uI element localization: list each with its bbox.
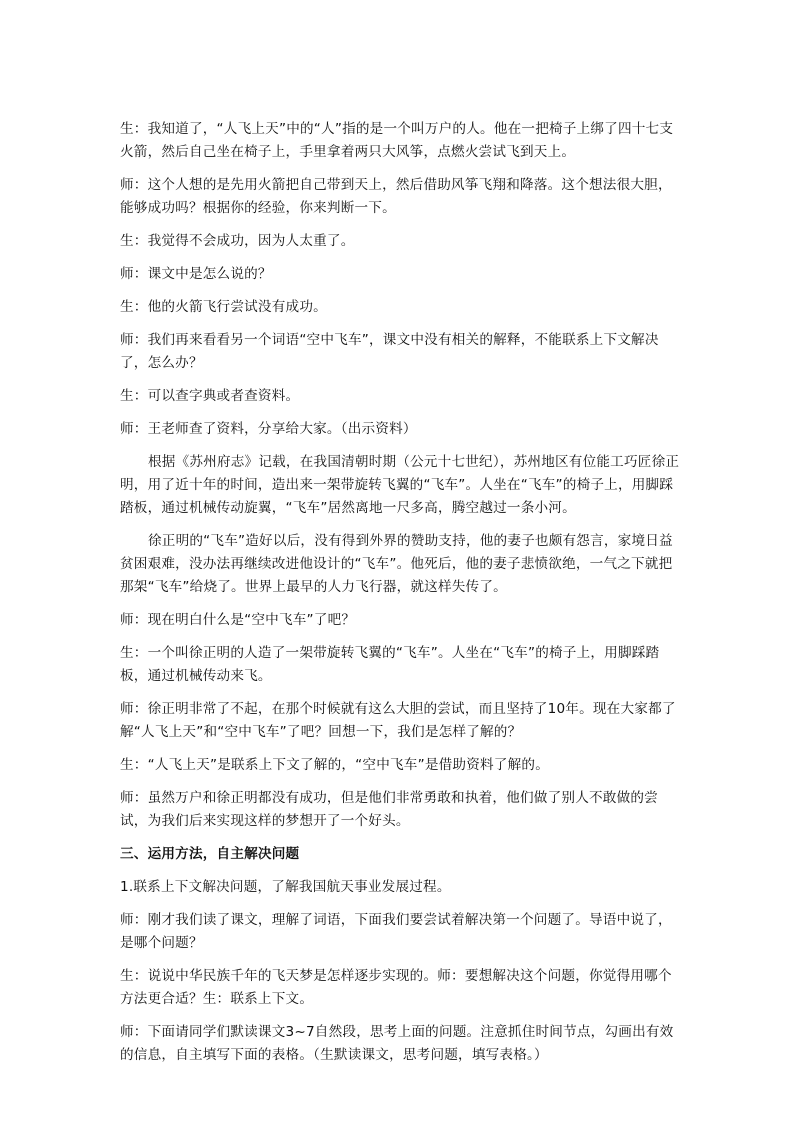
paragraph: 师：刚才我们读了课文，理解了词语，下面我们要尝试着解决第一个问题了。导语中说了，是哪个问题？ — [120, 912, 672, 951]
section-heading: 三、运用方法，自主解决问题 — [120, 846, 300, 862]
paragraph: 师：这个人想的是先用火箭把自己带到天上，然后借助风筝飞翔和降落。这个想法很大胆，能够成功吗？根据你的经验，你来判断一下。 — [120, 177, 672, 216]
paragraph: 生：我知道了，“人飞上天”中的“人”指的是一个叫万户的人。他在一把椅子上绑了四十七支火箭，然后自己坐在椅子上，手里拿着两只大风筝，点燃火尝试飞到天上。 — [120, 121, 674, 160]
quoted-material-paragraph: 徐正明的“飞车”造好以后，没有得到外界的赞助支持，他的妻子也颇有怨言，家境日益贫困艰难，没办法再继续改进他设计的“飞车”。他死后，他的妻子悲愤欲绝，一气之下就把那架“飞车”给烧了。世界上最早的人力飞行器，就这样失传了。 — [120, 533, 673, 595]
paragraph: 师：下面请同学们默读课文3~7自然段，思考上面的问题。注意抓住时间节点，勾画出有效的信息，自主填写下面的表格。（生默读课文，思考问题，填写表格。） — [120, 1024, 674, 1063]
paragraph: 生：一个叫徐正明的人造了一架带旋转飞翼的“飞车”。人坐在“飞车”的椅子上，用脚踩踏板，通过机械传动来飞。 — [120, 645, 660, 684]
paragraph: 师：我们再来看看另一个词语“空中飞车”，课文中没有相关的解释，不能联系上下文解决了，怎么办？ — [120, 332, 659, 371]
paragraph: 生：“人飞上天”是联系上下文了解的，“空中飞车”是借助资料了解的。 — [120, 757, 549, 773]
paragraph: 师：徐正明非常了不起，在那个时候就有这么大胆的尝试，而且坚持了10年。现在大家都了解“人飞上天”和“空中飞车”了吧？回想一下，我们是怎样了解的？ — [120, 701, 676, 740]
paragraph: 师：现在明白什么是“空中飞车”了吧？ — [120, 612, 356, 628]
paragraph: 生：说说中华民族千年的飞天梦是怎样逐步实现的。师：要想解决这个问题，你觉得用哪个方法更合适？生：联系上下文。 — [120, 968, 672, 1007]
paragraph: 生：可以查字典或者查资料。 — [120, 388, 300, 404]
paragraph: 师：课文中是怎么说的？ — [120, 266, 272, 282]
document-page — [120, 118, 682, 1077]
paragraph: 1.联系上下文解决问题，了解我国航天事业发展过程。 — [120, 879, 451, 895]
paragraph: 师：王老师查了资料，分享给大家。（出示资料） — [120, 421, 417, 437]
paragraph: 生：他的火箭飞行尝试没有成功。 — [120, 299, 327, 315]
quoted-material-paragraph: 根据《苏州府志》记载，在我国清朝时期（公元十七世纪），苏州地区有位能工巧匠徐正明，用了近十年的时间，造出来一架带旋转飞翼的“飞车”。人坐在“飞车”的椅子上，用脚踩踏板，通过机械传动旋翼，“飞车”居然离地一尺多高，腾空越过一条小河。 — [120, 454, 680, 516]
paragraph: 生：我觉得不会成功，因为人太重了。 — [120, 233, 355, 249]
paragraph: 师：虽然万户和徐正明都没有成功，但是他们非常勇敢和执着，他们做了别人不敢做的尝试，为我们后来实现这样的梦想开了一个好头。 — [120, 790, 658, 829]
